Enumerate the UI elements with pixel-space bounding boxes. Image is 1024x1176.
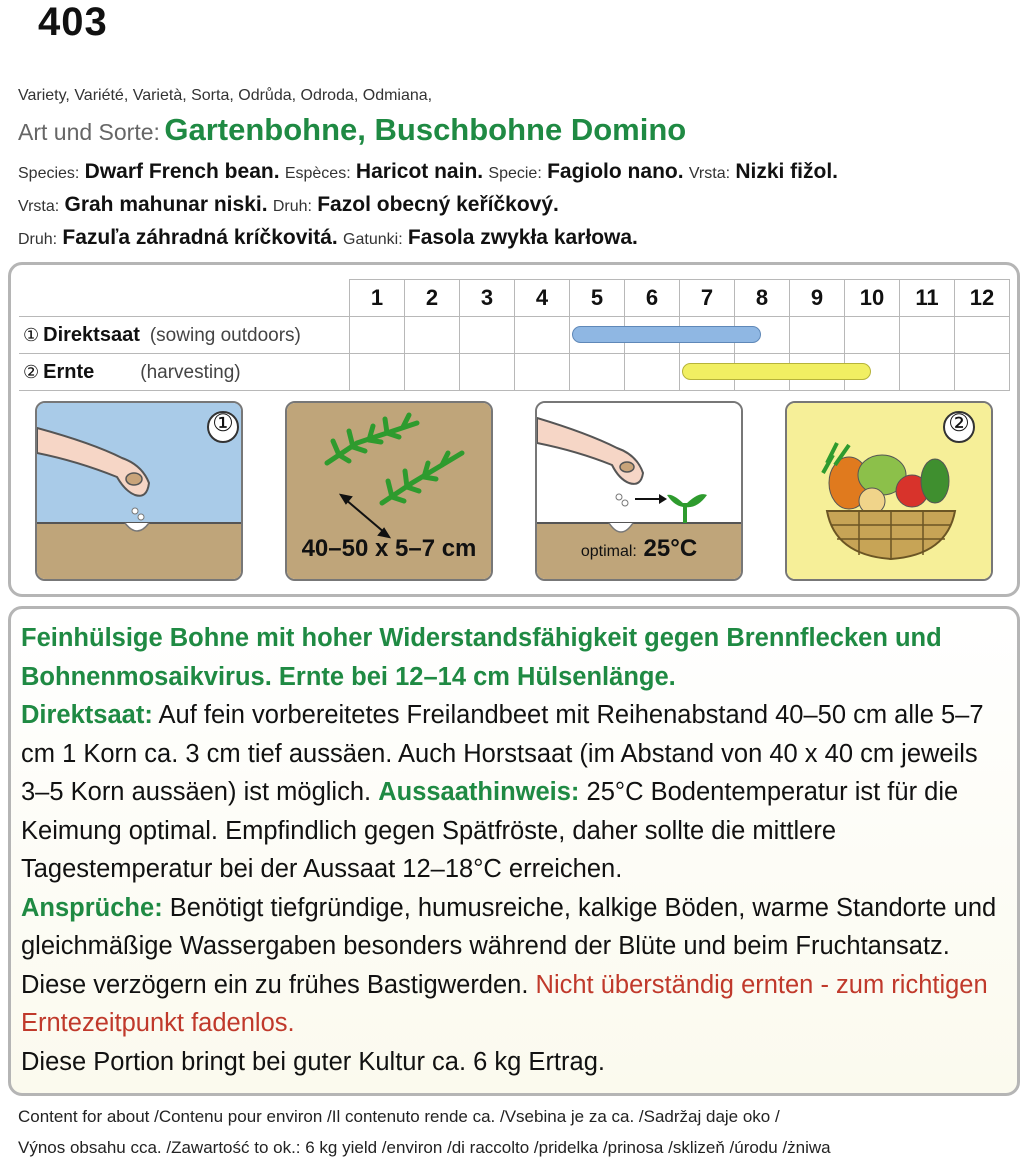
species-name: Nizki fižol. xyxy=(735,160,839,183)
month-header: 9 xyxy=(790,280,845,317)
pictogram-sowing xyxy=(35,401,243,581)
row-label-de: Ernte xyxy=(43,360,95,383)
description-text xyxy=(21,619,1011,1081)
spacing-caption: 40–50 x 5–7 cm xyxy=(301,535,477,562)
harvest-period-bar xyxy=(682,363,871,380)
month-header: 4 xyxy=(515,280,570,317)
row-label-sowing xyxy=(19,317,350,354)
calendar-row-harvest xyxy=(19,354,1010,391)
species-label: Vrsta: xyxy=(18,198,60,215)
species-name: Haricot nain. xyxy=(355,160,484,183)
species-label: Espèces: xyxy=(284,165,351,182)
species-label: Druh: xyxy=(272,198,312,215)
species-name: Grah mahunar niski. xyxy=(64,193,268,216)
species-line-2 xyxy=(18,193,559,217)
badge-1: ① xyxy=(212,410,234,437)
species-label: Species: xyxy=(18,165,80,182)
harvest-warning: Nicht überständig ernten - zum richtigen Erntezeitpunkt fadenlos. xyxy=(21,970,988,1037)
species-line-3 xyxy=(18,226,638,250)
row-label-de: Direktsaat xyxy=(43,323,140,346)
species-label: Vrsta: xyxy=(688,165,731,182)
species-name: Fazol obecný keříčkový. xyxy=(317,193,559,216)
variety-line xyxy=(18,84,432,106)
month-header: 11 xyxy=(900,280,955,317)
calendar-corner xyxy=(19,280,350,317)
badge-2: ② xyxy=(948,410,970,437)
caption-temp: 25°C xyxy=(643,535,698,562)
month-header: 12 xyxy=(955,280,1010,317)
species-label: Gatunki: xyxy=(343,231,403,248)
calendar-row-sowing xyxy=(19,317,1010,354)
description-panel xyxy=(8,606,1020,1096)
title-line xyxy=(18,112,686,148)
month-header: 8 xyxy=(735,280,790,317)
needs-label: Ansprüche: xyxy=(21,893,163,922)
title-prefix: Art und Sorte: xyxy=(18,119,160,145)
yield-text: Diese Portion bringt bei guter Kultur ca. 6 kg Ertrag. xyxy=(21,1047,605,1076)
row-label-en: (harvesting) xyxy=(140,361,241,383)
species-name: Dwarf French bean. xyxy=(84,160,280,183)
intro-text: Feinhülsige Bohne mit hoher Widerstandsfähigkeit gegen Brennflecken und Bohnenmosaikvirus. Ernte bei 12–14 cm Hülsenlänge. xyxy=(21,624,942,691)
month-header: 5 xyxy=(570,280,625,317)
marker-1: ① xyxy=(23,324,40,345)
month-header: 1 xyxy=(350,280,405,317)
species-name: Fasola zwykła karłowa. xyxy=(407,226,638,249)
species-label: Specie: xyxy=(488,165,542,182)
footer-line-1: Content for about /Contenu pour environ /Il contenuto rende ca. /Vsebina je za ca. /Sadržaj daje oko / xyxy=(18,1107,780,1126)
product-code: 403 xyxy=(38,0,108,44)
needs-text: Benötigt tiefgründige, humusreiche, kalkige Böden, warme Standorte und gleichmäßige Wassergaben besonders während der Blüte und beim Fruchtansatz. Diese verzögern ein zu frühes Bastigwerden. xyxy=(21,893,997,999)
marker-2: ② xyxy=(23,361,40,382)
species-name: Fazuľa záhradná kríčkovitá. xyxy=(62,226,338,249)
caption-small: optimal: xyxy=(580,543,637,560)
sowing-calendar xyxy=(19,279,1010,391)
calendar-panel xyxy=(8,262,1020,597)
sowing-period-bar xyxy=(572,326,761,343)
row-label-harvest xyxy=(19,354,350,391)
month-header: 10 xyxy=(845,280,900,317)
pictogram-harvest xyxy=(785,401,993,581)
species-line-1 xyxy=(18,160,838,184)
month-header: 2 xyxy=(405,280,460,317)
germination-caption xyxy=(537,535,741,563)
product-title: Gartenbohne, Buschbohne Domino xyxy=(164,112,687,147)
footer-line-2: Výnos obsahu cca. /Zawartość to ok.: 6 kg yield /environ /di raccolto /pridelka /prinosa /sklizeň /úrodu /żniwa xyxy=(18,1138,831,1157)
species-label: Druh: xyxy=(18,231,58,248)
pictogram-germination xyxy=(535,401,743,581)
row-label-en: (sowing outdoors) xyxy=(149,324,301,346)
hint-label: Aussaathinweis: xyxy=(378,778,580,806)
hint-text: 25°C Bodentemperatur ist für die Keimung optimal. Empfindlich gegen Spätfröste, daher sollte die mittlere Tagestemperatur bei der Aussaat 12–18°C erreichen. xyxy=(21,778,959,883)
month-header: 7 xyxy=(680,280,735,317)
sowing-text: Auf fein vorbereitetes Freilandbeet mit Reihenabstand 40–50 cm alle 5–7 cm 1 Korn ca. 3 cm tief aussäen. Auch Horstsaat (im Abstand von 40 x 40 cm jeweils 3–5 Korn aussäen) ist möglich. xyxy=(21,701,984,806)
sowing-label: Direktsaat: xyxy=(21,701,153,729)
month-header: 3 xyxy=(460,280,515,317)
species-name: Fagiolo nano. xyxy=(547,160,684,183)
month-header: 6 xyxy=(625,280,680,317)
variety-labels: Variety, Variété, Varietà, Sorta, Odrůda, Odroda, Odmiana, xyxy=(18,87,433,104)
pictogram-spacing xyxy=(285,401,493,581)
